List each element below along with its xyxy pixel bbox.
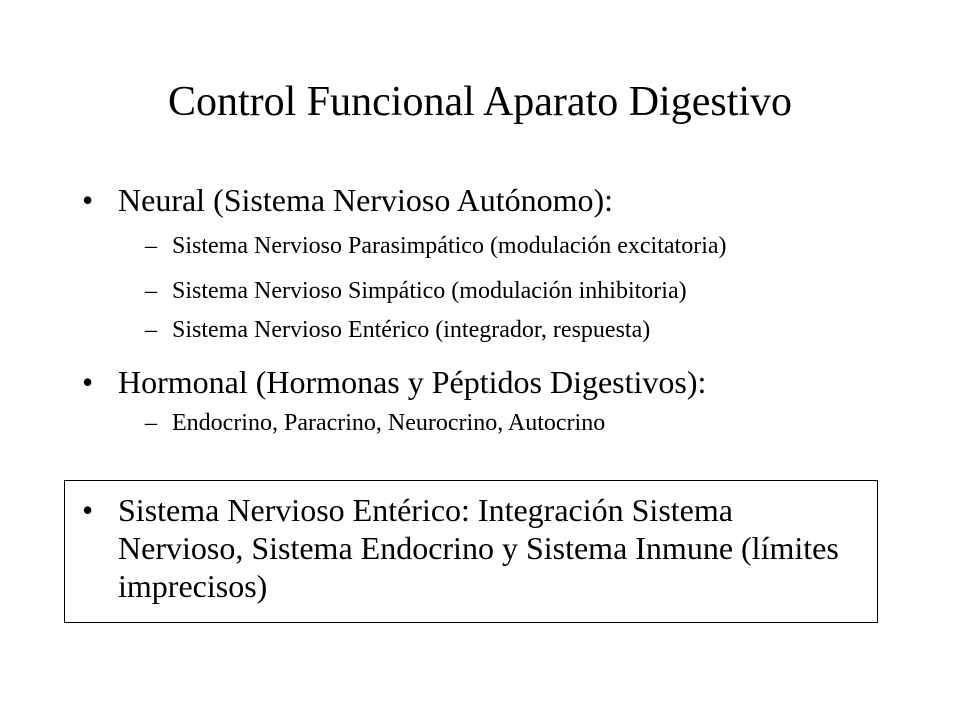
dash-symbol: – [145, 317, 157, 343]
subitem-simpatico [145, 276, 687, 306]
subitem-text: Endocrino, Paracrino, Neurocrino, Autocrino [172, 410, 606, 436]
subitem-parasimpatico [145, 231, 727, 261]
bullet-dot: • [82, 364, 94, 400]
bullet-dot: • [82, 182, 94, 218]
bullet-dot: • [82, 492, 94, 528]
bullet-neural-text: Neural (Sistema Nervioso Autónomo): [118, 182, 614, 218]
subitem-text: Sistema Nervioso Parasimpático (modulación excitatoria) [172, 233, 727, 259]
subitem-endocrino [145, 408, 605, 438]
boxed-bullet-text: Sistema Nervioso Entérico: Integración Sistema Nervioso, Sistema Endocrino y Sistema Inmune (límites imprecisos) [118, 492, 839, 604]
subitem-text: Sistema Nervioso Entérico (integrador, respuesta) [172, 317, 651, 343]
dash-symbol: – [145, 410, 157, 436]
dash-symbol: – [145, 278, 157, 304]
slide-title: Control Funcional Aparato Digestivo [167, 79, 793, 125]
subitem-enterico [145, 315, 650, 345]
bullet-hormonal-text: Hormonal (Hormonas y Péptidos Digestivos): [118, 364, 707, 400]
subitem-text: Sistema Nervioso Simpático (modulación inhibitoria) [172, 278, 687, 304]
bullet-hormonal [82, 363, 706, 401]
dash-symbol: – [145, 233, 157, 259]
bullet-neural [82, 181, 613, 219]
